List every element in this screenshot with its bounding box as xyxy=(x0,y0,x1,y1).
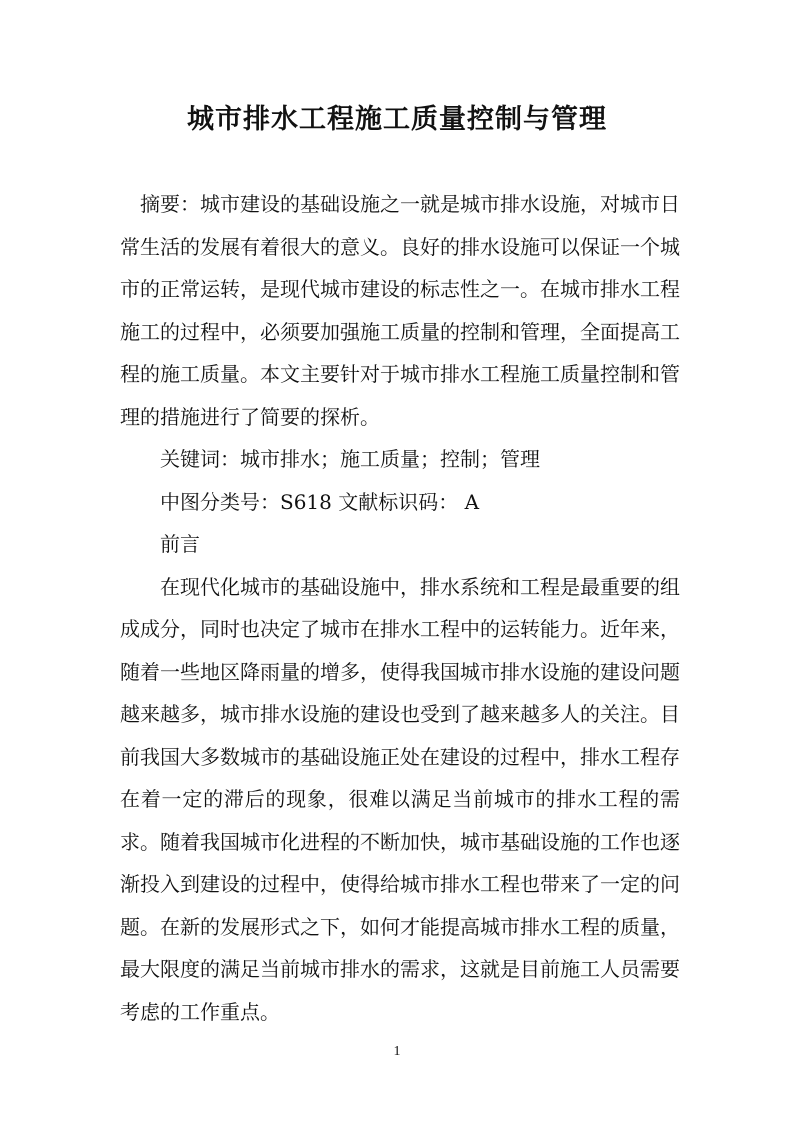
classification-line: 中图分类号：S618 文献标识码： A xyxy=(160,489,480,514)
preface-heading: 前言 xyxy=(160,532,200,556)
document-body xyxy=(120,183,680,1033)
abstract-paragraph: 摘要：城市建设的基础设施之一就是城市排水设施，对城市日常生活的发展有着很大的意义。良好的排水设施可以保证一个城市的正常运转，是现代城市建设的标志性之一。在城市排水工程施工的过程中，必须要加强施工质量的控制和管理，全面提高工程的施工质量。本文主要针对于城市排水工程施工质量控制和管理的措施进行了简要的探析。 xyxy=(120,192,680,429)
page-number: 1 xyxy=(393,1044,401,1059)
keywords-line: 关键词：城市排水；施工质量；控制；管理 xyxy=(160,447,540,471)
preface-paragraph: 在现代化城市的基础设施中，排水系统和工程是最重要的组成成分，同时也决定了城市在排水工程中的运转能力。近年来，随着一些地区降雨量的增多，使得我国城市排水设施的建设问题越来越多，城市排水设施的建设也受到了越来越多人的关注。目前我国大多数城市的基础设施正处在建设的过程中，排水工程存在着一定的滞后的现象，很难以满足当前城市的排水工程的需求。随着我国城市化进程的不断加快，城市基础设施的工作也逐渐投入到建设的过程中，使得给城市排水工程也带来了一定的问题。在新的发展形式之下，如何才能提高城市排水工程的质量，最大限度的满足当前城市排水的需求，这就是目前施工人员需要考虑的工作重点。 xyxy=(120,574,680,1024)
document-title: 城市排水工程施工质量控制与管理 xyxy=(187,104,607,135)
